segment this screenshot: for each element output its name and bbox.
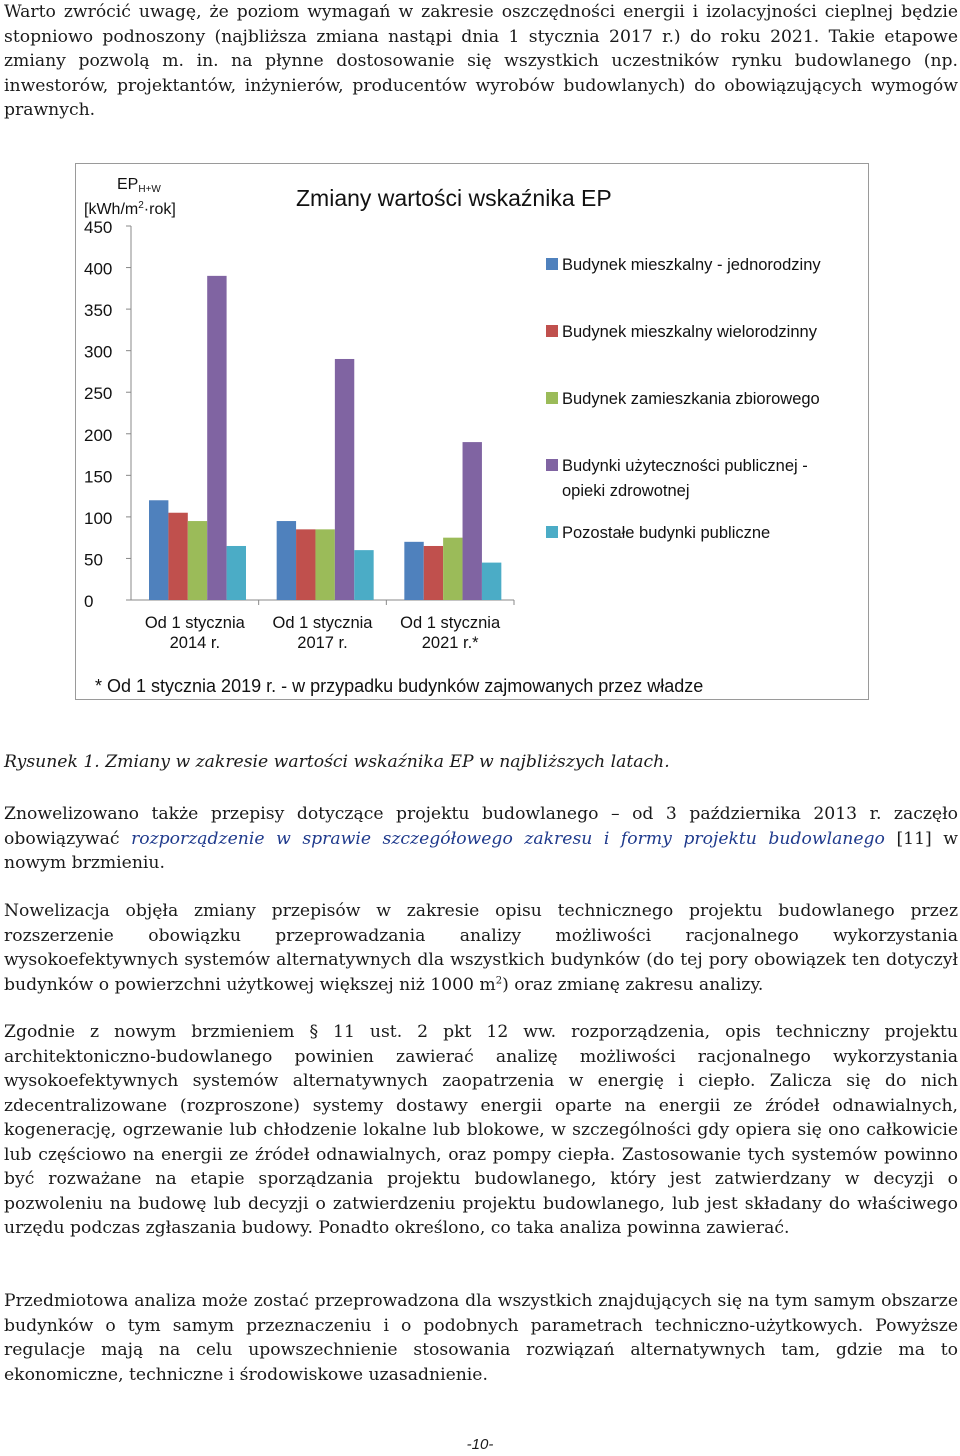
legend-swatch bbox=[546, 459, 558, 471]
paragraph-5: Przedmiotowa analiza może zostać przeprowadzona dla wszystkich znajdujących się na tym samym obszarze budynków o tym samym przeznaczeniu i o podobnych parametrach techniczno-użytkowych. Powyższe regulacje mają na celu upowszechnienie stosowania rozwiązań alternatywnych tam, gdzie ma to ekonomiczne, techniczne i środowiskowe uzasadnienie. bbox=[4, 1291, 958, 1385]
bar bbox=[315, 529, 334, 600]
paragraph-4: Zgodnie z nowym brzmieniem § 11 ust. 2 pkt 12 ww. rozporządzenia, opis techniczny projektu architektoniczno-budowlanego powinien zawierać analizę możliwości racjonalnego wykorzystania wysokoefektywnych systemów alternatywnych zaopatrzenia w energię i ciepło. Zalicza się do nich zdecentralizowane (rozproszone) systemy dostawy energii oparte na energii ze źródeł odnawialnych, kogenerację, ogrzewanie lub chłodzenie lokalne lub blokowe, w szczególności gdy opiera się ono całkowicie lub częściowo na energii ze źródeł odnawialnych, oraz pompy ciepła. Zastosowanie tych systemów powinno być rozważane na etapie sporządzania projektu budowlanego, który jest zatwierdzany w decyzji o pozwoleniu na budowę lub decyzji o zatwierdzeniu projektu budowlanego, lub jest składany do właściwego urzędu podczas zgłaszania budowy. Ponadto określono, co taka analiza powinna zawierać. bbox=[4, 1022, 958, 1238]
bar bbox=[227, 546, 246, 600]
x-tick-label: Od 1 stycznia bbox=[400, 614, 501, 632]
bar bbox=[296, 529, 315, 600]
y-tick-label: 150 bbox=[84, 467, 113, 487]
paragraph-3 bbox=[4, 899, 958, 997]
bar bbox=[149, 500, 168, 600]
legend-swatch bbox=[546, 392, 558, 404]
page-number: -10- bbox=[466, 1436, 494, 1453]
legend-entry: Budynek zamieszkania zbiorowego bbox=[562, 390, 820, 408]
y-tick-label: 200 bbox=[84, 425, 113, 445]
bar bbox=[482, 563, 501, 600]
y-tick-label: 400 bbox=[84, 259, 113, 279]
bar bbox=[354, 550, 373, 600]
y-tick-label: 250 bbox=[84, 384, 113, 404]
y-tick-label: 300 bbox=[84, 342, 113, 362]
legend-entry: Pozostałe budynki publiczne bbox=[562, 524, 771, 542]
legend-entry: Budynki użyteczności publicznej - bbox=[562, 457, 808, 475]
bar bbox=[335, 359, 354, 600]
regulation-reference: rozporządzenie w sprawie szczegółowego zakresu i formy projektu budowlanego bbox=[131, 828, 885, 849]
bar bbox=[277, 521, 296, 600]
figure-caption: Rysunek 1. Zmiany w zakresie wartości wskaźnika EP w najbliższych latach. bbox=[4, 752, 670, 772]
y-tick-label: 50 bbox=[84, 550, 103, 570]
paragraph-1: Warto zwrócić uwagę, że poziom wymagań w zakresie oszczędności energii i izolacyjności cieplnej będzie stopniowo podnoszony (najbliższa zmiana nastąpi dnia 1 stycznia 2017 r.) do roku 2021. Takie etapowe zmiany pozwolą m. in. na płynne dostosowanie się wszystkich uczestników rynku budowlanego (np. inwestorów, projektantów, inżynierów, producentów wyrobów budowlanych) do obowiązujących wymogów prawnych. bbox=[4, 2, 958, 120]
legend-entry: opieki zdrowotnej bbox=[562, 482, 690, 500]
legend-swatch bbox=[546, 325, 558, 337]
chart-title: Zmiany wartości wskaźnika EP bbox=[296, 185, 612, 211]
legend-swatch bbox=[546, 526, 558, 538]
y-tick-label: 450 bbox=[84, 218, 113, 237]
y-axis-label-ep: EPH+W bbox=[117, 176, 161, 195]
legend-swatch bbox=[546, 258, 558, 270]
bar bbox=[463, 442, 482, 600]
paragraph-2-text-b: [11] w nowym brzmieniu. bbox=[4, 828, 959, 873]
legend-entry: Budynek mieszkalny wielorodzinny bbox=[562, 323, 817, 341]
ep-chart-svg bbox=[76, 164, 870, 701]
bar bbox=[443, 538, 462, 600]
bar bbox=[207, 276, 226, 600]
ep-chart bbox=[75, 163, 869, 700]
paragraph-2 bbox=[4, 802, 958, 876]
x-tick-label: 2021 r.* bbox=[421, 634, 479, 652]
bar bbox=[168, 513, 187, 600]
y-tick-label: 0 bbox=[84, 592, 94, 611]
y-axis-label-unit: $[kWh/m^2\cdot rok]$ bbox=[84, 200, 176, 218]
bar bbox=[188, 521, 207, 600]
paragraph-3-text-a: Nowelizacja objęła zmiany przepisów w zakresie opisu technicznego projektu budowlanego przez rozszerzenie obowiązku przeprowadzania analizy możliwości racjonalnego wykorzystania wysokoefektywnych systemów alternatywnych dla wszystkich budynków (do tej pory obowiązek ten dotyczył budynków o powierzchni użytkowej większej niż 1000 m bbox=[4, 901, 958, 995]
x-tick-label: 2014 r. bbox=[169, 634, 221, 652]
y-tick-label: 350 bbox=[84, 301, 113, 321]
paragraph-2-text-a: Znowelizowano także przepisy dotyczące projektu budowlanego – od 3 października 2013 r. zaczęło obowiązywać bbox=[4, 804, 958, 849]
paragraph-3-sup: 2 bbox=[495, 974, 503, 986]
x-tick-label: Od 1 stycznia bbox=[272, 614, 373, 632]
x-tick-label: 2017 r. bbox=[297, 634, 348, 652]
paragraph-3-text-b: ) oraz zmianę zakresu analizy. bbox=[502, 974, 764, 995]
bar bbox=[404, 542, 423, 600]
chart-footnote: * Od 1 stycznia 2019 r. - w przypadku budynków zajmowanych przez władze bbox=[95, 676, 704, 696]
legend-entry: Budynek mieszkalny - jednorodziny bbox=[562, 256, 821, 274]
y-tick-label: 100 bbox=[84, 508, 113, 528]
bar bbox=[424, 546, 443, 600]
x-tick-label: Od 1 stycznia bbox=[144, 614, 245, 632]
